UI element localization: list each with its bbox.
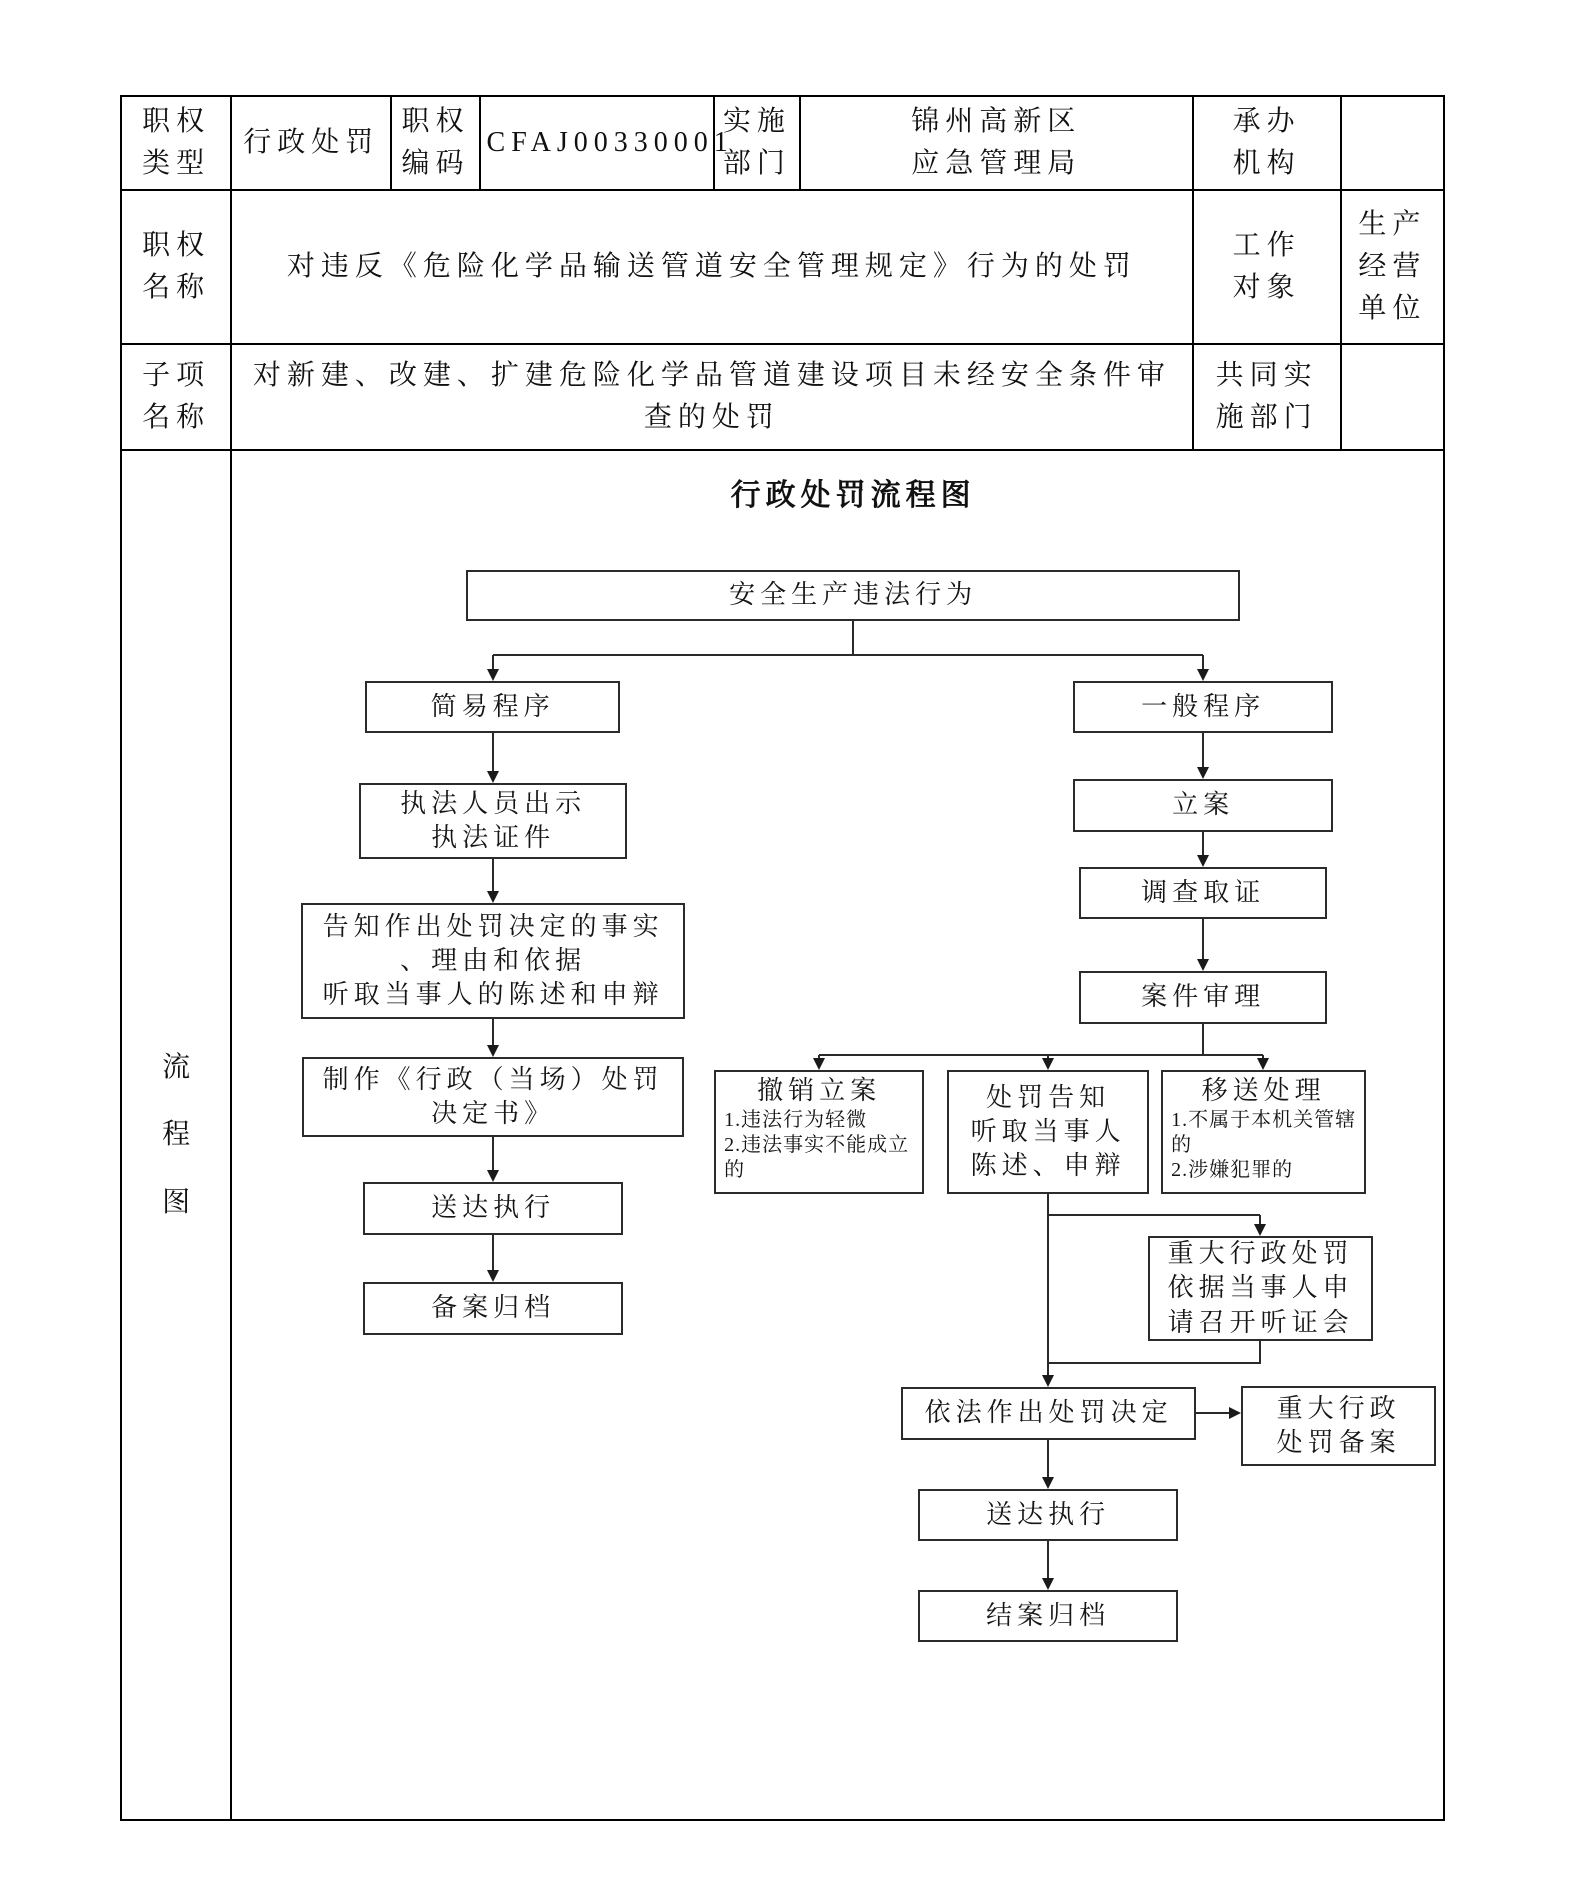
node-text: 制作《行政（当场）处罚 — [322, 1064, 664, 1094]
undertake-org-label — [1193, 96, 1341, 190]
node-text: 一般程序 — [1141, 691, 1266, 721]
cell-text: 部门 — [722, 148, 791, 179]
node-title: 移送处理 — [1201, 1076, 1326, 1105]
node-title: 撤销立案 — [757, 1076, 882, 1105]
flowchart-title: 行政处罚流程图 — [730, 479, 976, 512]
node-subitem: 2.违法事实不能成立的 — [724, 1134, 910, 1182]
implement-dept-label — [714, 96, 800, 190]
flow-node-show-credentials — [359, 783, 627, 859]
table-row — [121, 450, 1444, 1820]
node-text: 请召开听证会 — [1167, 1307, 1354, 1337]
flow-node-make-decision-doc — [302, 1057, 684, 1137]
node-text: 重大行政处罚 — [1167, 1239, 1354, 1269]
cell-text: 对新建、改建、扩建危险化学品管道建设项目未经安全条件审查的处罚 — [252, 360, 1171, 433]
node-text: 依据当事人申 — [1167, 1273, 1354, 1303]
flow-node-simple-procedure — [365, 681, 620, 733]
cell-text: 共同实 — [1215, 360, 1318, 391]
node-text: 案件审理 — [1141, 982, 1266, 1012]
authority-name-value — [231, 190, 1192, 344]
cell-text: 单位 — [1358, 293, 1427, 324]
node-subitem: 1.违法行为轻微 — [724, 1109, 868, 1132]
cell-text: 机构 — [1232, 148, 1301, 179]
node-text: 安全生产违法行为 — [729, 580, 978, 610]
flow-node-revoke-case — [714, 1070, 924, 1194]
cell-text: 对违反《危险化学品输送管道安全管理规定》行为的处罚 — [286, 251, 1137, 282]
node-sublist — [1163, 1108, 1364, 1183]
flow-node-record-archive — [363, 1282, 623, 1335]
authority-name-label — [121, 190, 231, 344]
node-text: 处罚备案 — [1276, 1428, 1401, 1457]
node-text: 陈述、申辩 — [970, 1151, 1126, 1181]
cell-text: 职权 — [142, 106, 211, 137]
authority-type-value — [231, 96, 391, 190]
node-text: 依法作出处罚决定 — [924, 1398, 1173, 1428]
co-implement-dept-label — [1193, 344, 1341, 450]
cell-text: CFAJ00330001 — [486, 127, 734, 158]
flow-node-deliver-execute-right — [918, 1489, 1178, 1541]
flow-node-close-archive — [918, 1590, 1178, 1642]
cell-text: 职权 — [142, 230, 211, 261]
cell-text: 实施 — [722, 106, 791, 137]
flow-node-inform-facts — [301, 903, 685, 1019]
table-row — [121, 344, 1444, 450]
node-text: 、理由和依据 — [400, 945, 587, 975]
cell-text: 编码 — [401, 148, 470, 179]
node-text: 简易程序 — [430, 691, 555, 721]
node-text: 听取当事人 — [970, 1116, 1126, 1146]
flow-node-transfer — [1161, 1070, 1366, 1194]
flowchart — [238, 455, 1455, 1815]
cell-text: 工作 — [1232, 230, 1301, 261]
cell-text: 对象 — [1232, 272, 1301, 303]
node-subitem: 2.涉嫌犯罪的 — [1171, 1159, 1294, 1182]
node-text: 执法证件 — [431, 823, 556, 852]
node-text: 处罚告知 — [986, 1082, 1111, 1112]
cell-text: 类型 — [142, 148, 211, 179]
node-text: 执法人员出示 — [400, 788, 587, 818]
authority-table — [120, 95, 1445, 1821]
authority-type-label — [121, 96, 231, 190]
flow-node-make-penalty-decision — [901, 1387, 1196, 1440]
node-sublist — [716, 1108, 922, 1183]
node-text: 备案归档 — [431, 1293, 556, 1323]
cell-text: 子项 — [142, 360, 211, 391]
flowchart-cell — [231, 450, 1444, 1820]
subitem-name-label — [121, 344, 231, 450]
work-target-label — [1193, 190, 1341, 344]
cell-text: 职权 — [401, 106, 470, 137]
flowchart-label — [121, 450, 231, 1820]
flow-node-major-penalty-record — [1241, 1386, 1436, 1466]
flow-node-start — [466, 570, 1240, 621]
table-row — [121, 190, 1444, 344]
subitem-name-value — [231, 344, 1192, 450]
node-text: 送达执行 — [986, 1499, 1111, 1529]
node-text: 调查取证 — [1141, 877, 1266, 907]
cell-text: 施部门 — [1215, 402, 1318, 433]
cell-text: 经营 — [1358, 251, 1427, 282]
cell-text: 承办 — [1232, 106, 1301, 137]
table-row — [121, 96, 1444, 190]
cell-text: 应急管理局 — [911, 148, 1082, 179]
cell-text: 生产 — [1358, 209, 1427, 240]
flow-node-investigate — [1079, 867, 1327, 919]
cell-text: 图 — [162, 1186, 191, 1218]
authority-code-label — [391, 96, 479, 190]
authority-code-value — [480, 96, 734, 190]
cell-text: 名称 — [142, 272, 211, 303]
work-target-value — [1341, 190, 1444, 344]
cell-text: 程 — [162, 1119, 191, 1151]
node-text: 告知作出处罚决定的事实 — [322, 911, 664, 941]
implement-dept-value — [800, 96, 1193, 190]
cell-text: 行政处罚 — [243, 127, 380, 158]
node-text: 听取当事人的陈述和申辩 — [322, 980, 664, 1010]
undertake-org-value — [1341, 96, 1444, 190]
cell-text: 流 — [162, 1052, 191, 1084]
flow-node-file-case — [1073, 779, 1333, 832]
node-text: 重大行政 — [1276, 1393, 1401, 1423]
flow-node-penalty-notice — [947, 1070, 1149, 1194]
node-text: 送达执行 — [431, 1193, 556, 1223]
co-implement-dept-value — [1341, 344, 1444, 450]
flow-node-general-procedure — [1073, 681, 1333, 733]
flow-node-deliver-execute-left — [363, 1182, 623, 1235]
node-text: 结案归档 — [986, 1600, 1111, 1630]
cell-text: 锦州高新区 — [911, 106, 1082, 137]
node-text: 决定书》 — [431, 1099, 556, 1128]
node-text: 立案 — [1172, 790, 1235, 820]
node-subitem: 1.不属于本机关管辖的 — [1171, 1109, 1357, 1157]
flow-node-hearing — [1148, 1236, 1373, 1341]
flow-node-case-review — [1079, 971, 1327, 1024]
cell-text: 名称 — [142, 402, 211, 433]
